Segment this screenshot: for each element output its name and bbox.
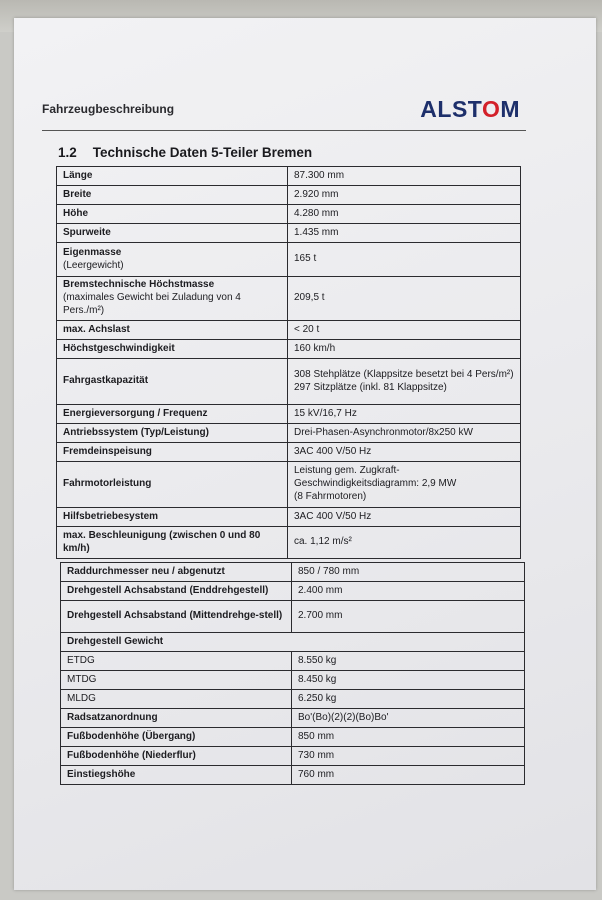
table-row (61, 652, 525, 671)
row-value-cell (288, 462, 521, 508)
table-row (57, 462, 521, 508)
table-row (57, 205, 521, 224)
table-row (61, 633, 525, 652)
table-row (61, 690, 525, 709)
row-value: Leistung gem. Zugkraft-Geschwindigkeitsdiagramm: 2,9 MW (294, 465, 457, 490)
alstom-logo (420, 96, 520, 123)
row-label: Höchstgeschwindigkeit (57, 340, 288, 359)
row-label: Fahrgastkapazität (57, 359, 288, 405)
section-number: 1.2 (58, 145, 77, 160)
row-label: Drehgestell Achsabstand (Mittendrehge-stell) (61, 601, 292, 633)
row-value: 760 mm (292, 766, 525, 785)
row-label: MLDG (61, 690, 292, 709)
row-label-sub: (Leergewicht) (63, 259, 124, 271)
section-title: Technische Daten 5-Teiler Bremen (92, 145, 313, 160)
document-header (42, 96, 520, 130)
row-value: 850 mm (292, 728, 525, 747)
table-row (57, 224, 521, 243)
row-value: 160 km/h (288, 340, 521, 359)
row-label-cell (57, 277, 288, 321)
table-row (61, 766, 525, 785)
row-label: Fußbodenhöhe (Niederflur) (61, 747, 292, 766)
row-value: 209,5 t (288, 277, 521, 321)
row-value-cell (288, 359, 521, 405)
row-label: Antriebssystem (Typ/Leistung) (57, 424, 288, 443)
row-value: 730 mm (292, 747, 525, 766)
row-label: Breite (57, 186, 288, 205)
row-label: Höhe (57, 205, 288, 224)
row-label: Spurweite (57, 224, 288, 243)
table-row (57, 243, 521, 277)
row-value: 8.450 kg (292, 671, 525, 690)
logo-text-part-1: ALST (420, 96, 482, 122)
table-row (57, 527, 521, 559)
table-row (61, 728, 525, 747)
row-value-2: (8 Fahrmotoren) (294, 490, 367, 502)
row-value: 3AC 400 V/50 Hz (288, 508, 521, 527)
row-value: 4.280 mm (288, 205, 521, 224)
row-value: 1.435 mm (288, 224, 521, 243)
table-row (57, 340, 521, 359)
spec-table-main (56, 166, 521, 559)
row-label: Drehgestell Achsabstand (Enddrehgestell) (61, 582, 292, 601)
row-label: Fußbodenhöhe (Übergang) (61, 728, 292, 747)
row-label: Bremstechnische Höchstmasse (63, 279, 215, 291)
table-row (61, 601, 525, 633)
row-label-sub: (maximales Gewicht bei Zuladung von 4 Pers./m²) (63, 292, 241, 316)
row-label: max. Achslast (57, 321, 288, 340)
table-row (61, 709, 525, 728)
logo-text-part-2: M (500, 96, 520, 122)
row-label: Energieversorgung / Frequenz (57, 405, 288, 424)
table-row (57, 424, 521, 443)
row-label: Radsatzanordnung (61, 709, 292, 728)
row-value: 15 kV/16,7 Hz (288, 405, 521, 424)
row-label: Fahrmotorleistung (57, 462, 288, 508)
row-label: Drehgestell Gewicht (61, 633, 525, 652)
row-value: 308 Stehplätze (Klappsitze besetzt bei 4 Pers/m²) (294, 368, 514, 380)
row-value: 8.550 kg (292, 652, 525, 671)
row-value: ca. 1,12 m/s² (288, 527, 521, 559)
table-row (61, 563, 525, 582)
table-row (61, 582, 525, 601)
row-label: ETDG (61, 652, 292, 671)
row-label: Hilfsbetriebesystem (57, 508, 288, 527)
table-row (57, 359, 521, 405)
row-label: MTDG (61, 671, 292, 690)
section-heading (58, 145, 312, 160)
row-value: Drei-Phasen-Asynchronmotor/8x250 kW (288, 424, 521, 443)
row-value: 2.920 mm (288, 186, 521, 205)
row-value: 2.700 mm (292, 601, 525, 633)
row-label-cell (57, 243, 288, 277)
spec-table-bogie (60, 562, 525, 785)
row-value: 165 t (288, 243, 521, 277)
table-row (57, 277, 521, 321)
table-row (57, 508, 521, 527)
table-row (57, 443, 521, 462)
row-value: < 20 t (288, 321, 521, 340)
header-divider (42, 130, 526, 131)
row-label: max. Beschleunigung (zwischen 0 und 80 km/h) (57, 527, 288, 559)
header-title: Fahrzeugbeschreibung (42, 102, 175, 116)
row-label: Einstiegshöhe (61, 766, 292, 785)
row-value: Bo'(Bo)(2)(2)(Bo)Bo' (292, 709, 525, 728)
row-label: Eigenmasse (63, 246, 122, 258)
table-row (57, 167, 521, 186)
table-row (57, 405, 521, 424)
table-row (61, 747, 525, 766)
row-value: 87.300 mm (288, 167, 521, 186)
row-value: 6.250 kg (292, 690, 525, 709)
logo-text-o: O (481, 96, 501, 122)
row-value-2: 297 Sitzplätze (inkl. 81 Klappsitze) (294, 381, 447, 393)
row-value: 2.400 mm (292, 582, 525, 601)
row-label: Raddurchmesser neu / abgenutzt (61, 563, 292, 582)
row-label: Länge (57, 167, 288, 186)
table-row (61, 671, 525, 690)
table-row (57, 321, 521, 340)
row-value: 3AC 400 V/50 Hz (288, 443, 521, 462)
table-row (57, 186, 521, 205)
row-label: Fremdeinspeisung (57, 443, 288, 462)
row-value: 850 / 780 mm (292, 563, 525, 582)
